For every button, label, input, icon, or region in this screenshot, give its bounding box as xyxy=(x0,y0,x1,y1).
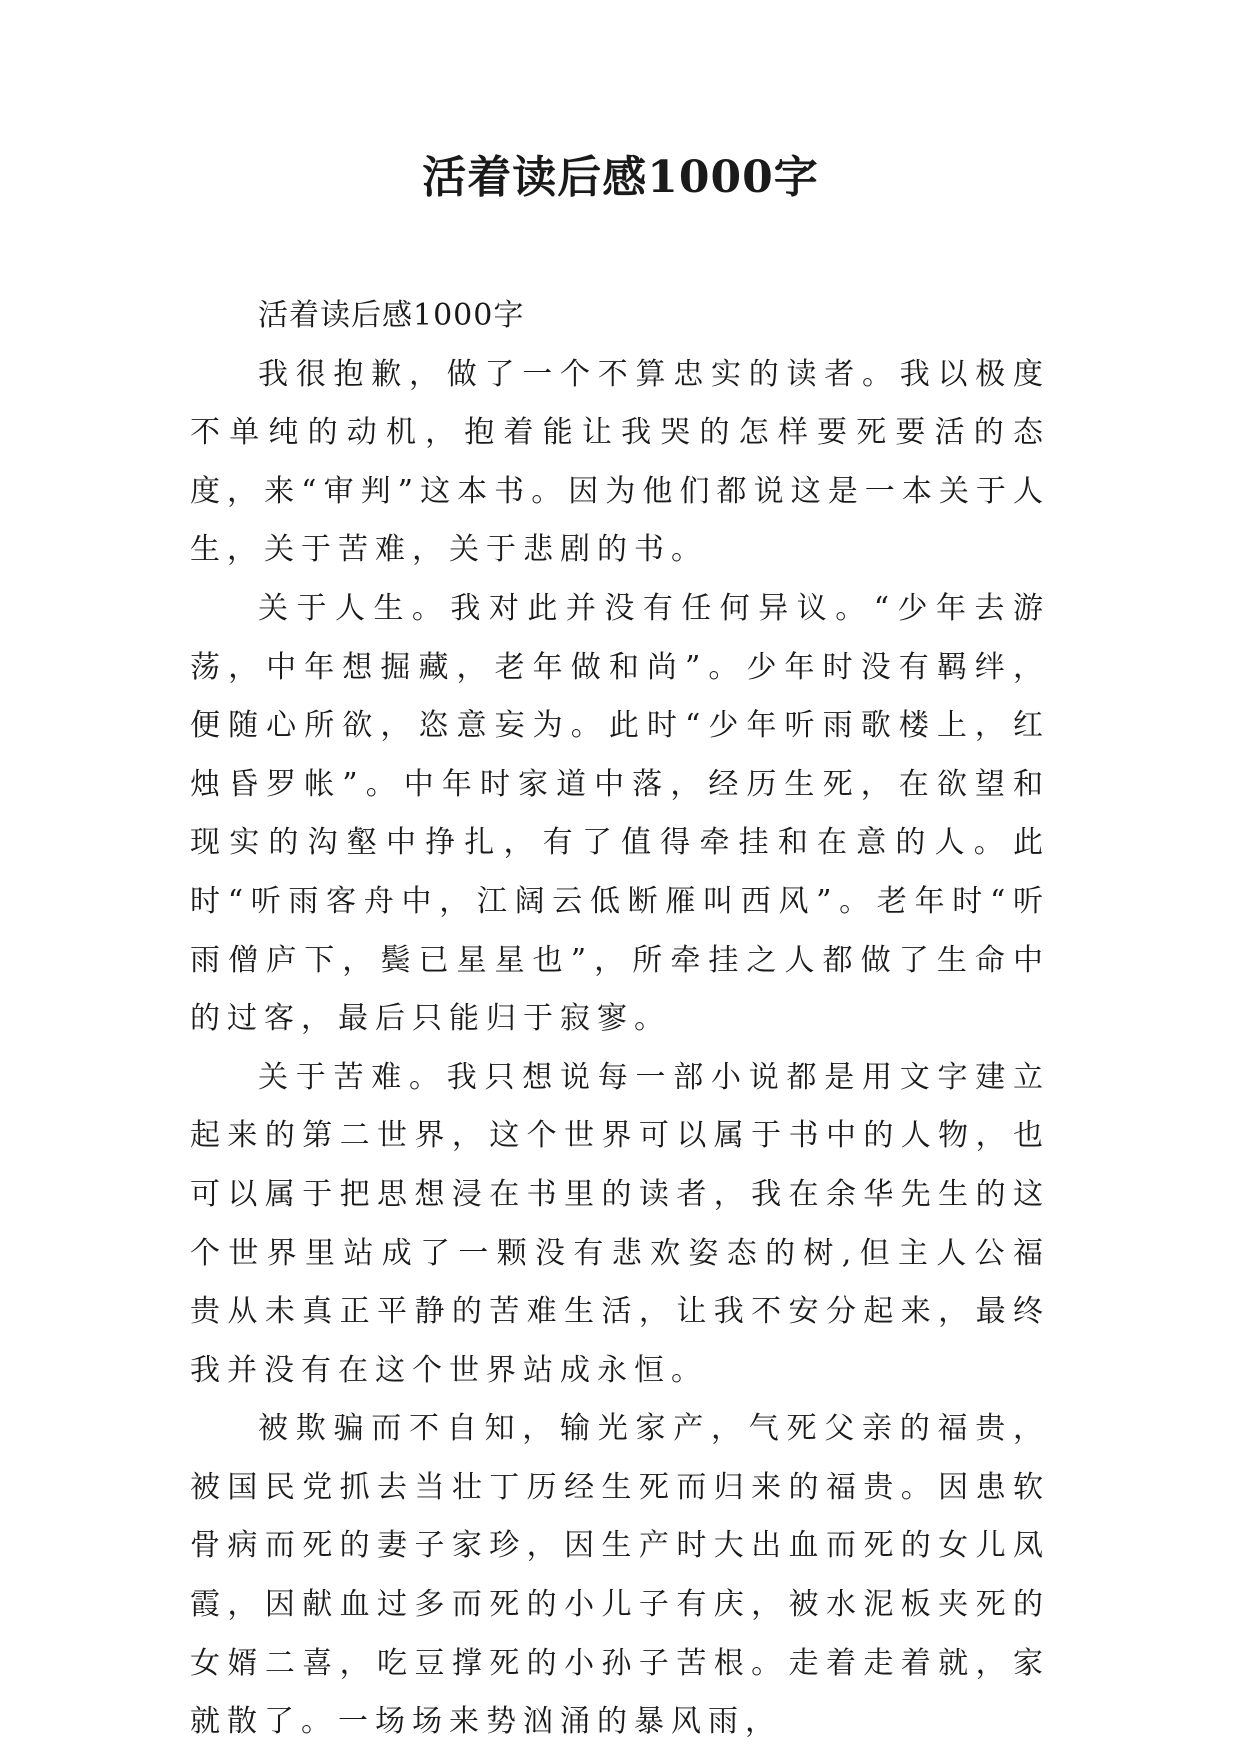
paragraph-subtitle: 活着读后感1000字 xyxy=(258,298,525,333)
paragraph-about-life: 关于人生。我对此并没有任何异议。“少年去游荡，中年想掘藏，老年做和尚”。少年时没有羁绊，便随心所欲，恣意妄为。此时“少年听雨歌楼上，红烛昏罗帐”。中年时家道中落，经历生死，在欲望和现实的沟壑中挣扎，有了值得牵挂和在意的人。此时“听雨客舟中，江阔云低断雁叫西风”。老年时“听雨僧庐下，鬓已星星也”，所牵挂之人都做了生命中的过客，最后只能归于寂寥。 xyxy=(190,590,1050,1037)
document-body xyxy=(190,287,1050,1752)
paragraph-about-suffering: 关于苦难。我只想说每一部小说都是用文字建立起来的第二世界，这个世界可以属于书中的人物，也可以属于把思想浸在书里的读者，我在余华先生的这个世界里站成了一颗没有悲欢姿态的树,但主人公福贵从未真正平静的苦难生活，让我不安分起来，最终我并没有在这个世界站成永恒。 xyxy=(190,1059,1050,1388)
paragraph-fugui-story: 被欺骗而不自知，输光家产，气死父亲的福贵，被国民党抓去当壮丁历经生死而归来的福贵。因患软骨病而死的妻子家珍，因生产时大出血而死的女儿凤霞，因献血过多而死的小儿子有庆，被水泥板夹死的女婿二喜，吃豆撑死的小孙子苦根。走着走着就，家就散了。一场场来势汹涌的暴风雨， xyxy=(190,1411,1050,1740)
paragraph-intro: 我很抱歉，做了一个不算忠实的读者。我以极度不单纯的动机，抱着能让我哭的怎样要死要活的态度，来“审判”这本书。因为他们都说这是一本关于人生，关于苦难，关于悲剧的书。 xyxy=(190,356,1050,568)
document-title: 活着读后感1000字 xyxy=(422,152,819,203)
